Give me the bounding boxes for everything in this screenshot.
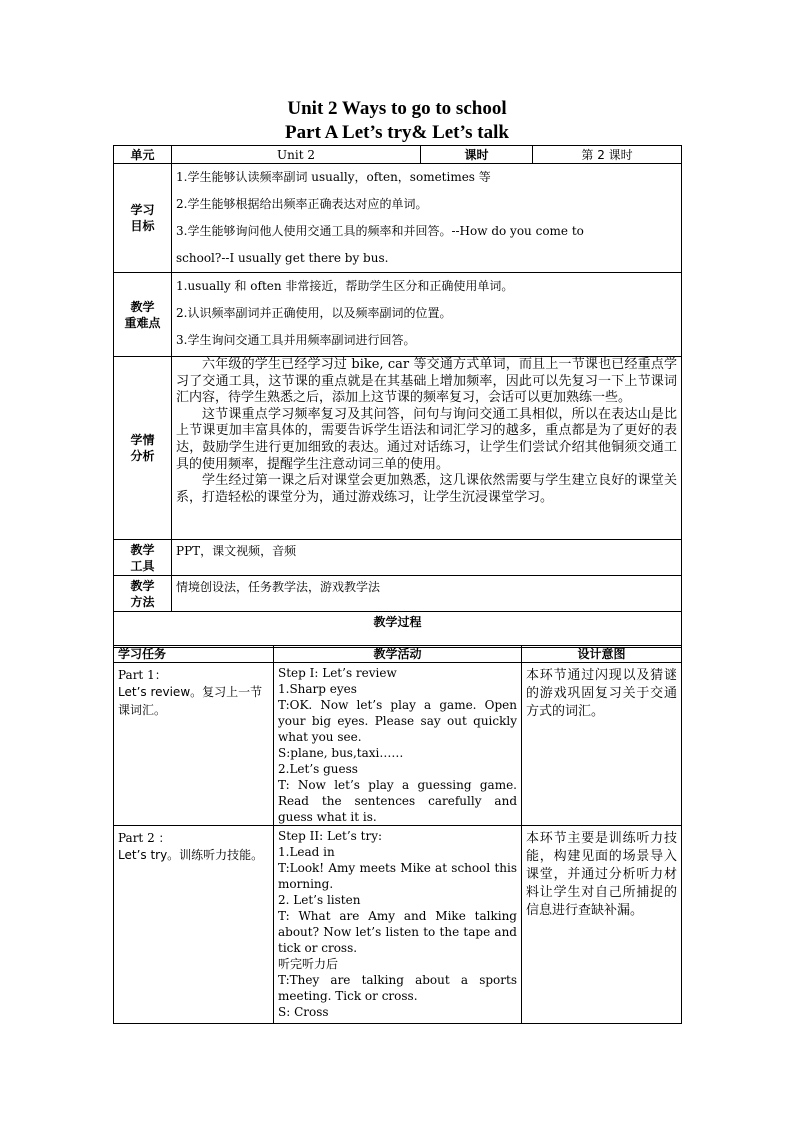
analysis-paragraph: 这节课重点学习频率复习及其问答，问句与询问交通工具相似，所以在表达山是比上节课更加丰富具体的，需要告诉学生语法和词汇学习的越多，重点都是为了更好的表达，鼓励学生进行更加细致的表达。通过对话练习，让学生们尝试介绍其他铜须交通工具的使用频率，提醒学生注意动词三单的使用。 — [176, 406, 678, 472]
methods-row — [114, 576, 682, 612]
unit-label: 单元 — [114, 146, 172, 164]
activity-line: 听完听力后 — [278, 957, 339, 971]
col-activity-header: 教学活动 — [274, 646, 522, 663]
col-task-header: 学习任务 — [114, 646, 274, 663]
process-row — [114, 826, 682, 1024]
objectives-content — [172, 164, 682, 273]
tools-label: 教学 工具 — [114, 540, 172, 576]
objectives-row — [114, 164, 682, 273]
task-desc: Let’s try。训练听力技能。 — [118, 848, 264, 862]
key-point-item: 3.学生询问交通工具并用频率副词进行回答。 — [176, 333, 416, 347]
process-title: 教学过程 — [114, 612, 682, 648]
activity-line: T: Now let’s play a guessing game. Read the sentences carefully and guess what it is. — [278, 778, 517, 824]
activity-line: S:plane, bus,taxi…… — [278, 746, 404, 760]
key-points-row — [114, 273, 682, 357]
page-title: Unit 2 Ways to go to school — [287, 98, 507, 119]
activity-cell — [274, 826, 522, 1024]
page-subtitle: Part A Let’s try& Let’s talk — [285, 122, 509, 143]
period-label: 课时 — [421, 146, 533, 164]
activity-line: T: What are Amy and Mike talking about? Now let’s listen to the tape and tick or cross. — [278, 909, 517, 955]
process-title-row — [114, 612, 682, 648]
task-desc: Let’s review。复习上一节课词汇。 — [118, 685, 263, 717]
activity-line: 2. Let’s listen — [278, 893, 361, 907]
activity-line: Step II: Let’s try: — [278, 829, 383, 843]
key-points-label: 教学 重难点 — [114, 273, 172, 357]
analysis-row — [114, 357, 682, 540]
analysis-paragraph: 六年级的学生已经学习过 bike, car 等交通方式单词，而且上一节课也已经重点学习了交通工具，这节课的重点就是在其基础上增加频率，因此可以先复习一下上节课词汇内容，待学生熟悉之后，添加上这节课的频率复习，会话可以更加熟练一些。 — [176, 357, 678, 406]
process-row — [114, 663, 682, 826]
methods-label: 教学 方法 — [114, 576, 172, 612]
objective-item: 3.学生能够询问他人使用交通工具的频率和并回答。--How do you come to — [176, 224, 584, 238]
activity-line: T:OK. Now let’s play a game. Open your big eyes. Please say out quickly what you see. — [278, 698, 517, 744]
key-points-content — [172, 273, 682, 357]
task-title: Part 1： — [118, 668, 167, 682]
activity-line: 2.Let’s guess — [278, 762, 358, 776]
activity-line: Step I: Let’s review — [278, 666, 397, 680]
key-point-item: 2.认识频率副词并正确使用，以及频率副词的位置。 — [176, 306, 452, 320]
key-point-item: 1.usually 和 often 非常接近，帮助学生区分和正确使用单词。 — [176, 279, 514, 293]
methods-value: 情境创设法，任务教学法，游戏教学法 — [172, 576, 682, 612]
activity-line: T:They are talking about a sports meeting. Tick or cross. — [278, 973, 517, 1003]
objectives-label: 学习 目标 — [114, 164, 172, 273]
task-title: Part 2 ： — [118, 831, 171, 845]
objective-item: 2.学生能够根据给出频率正确表达对应的单词。 — [176, 197, 428, 211]
activity-line: S: Cross — [278, 1005, 329, 1019]
objective-item: 1.学生能够认读频率副词 usually，often，sometimes 等 — [176, 170, 491, 184]
intent-cell: 本环节主要是训练听力技能，构建见面的场景导入课堂，并通过分析听力材料让学生对自己所捕捉的信息进行查缺补漏。 — [522, 826, 682, 1024]
activity-line: 1.Sharp eyes — [278, 682, 357, 696]
unit-value: Unit 2 — [172, 146, 421, 164]
header-row — [114, 146, 682, 164]
analysis-content — [172, 357, 682, 540]
process-table — [113, 645, 682, 1024]
tools-row — [114, 540, 682, 576]
intent-cell: 本环节通过闪现以及猜谜的游戏巩固复习关于交通方式的词汇。 — [522, 663, 682, 826]
period-value: 第 2 课时 — [533, 146, 682, 164]
col-intent-header: 设计意图 — [522, 646, 682, 663]
analysis-label: 学情 分析 — [114, 357, 172, 540]
activity-cell — [274, 663, 522, 826]
analysis-paragraph: 学生经过第一课之后对课堂会更加熟悉，这几课依然需要与学生建立良好的课堂关系，打造轻松的课堂分为，通过游戏练习，让学生沉浸课堂学习。 — [176, 473, 678, 505]
objective-item: school?--I usually get there by bus. — [176, 251, 389, 265]
process-header-row — [114, 646, 682, 663]
task-cell — [114, 663, 274, 826]
task-cell — [114, 826, 274, 1024]
lesson-plan-table — [113, 145, 682, 648]
tools-value: PPT，课文视频，音频 — [172, 540, 682, 576]
activity-line: 1.Lead in — [278, 845, 335, 859]
activity-line: T:Look! Amy meets Mike at school this morning. — [278, 861, 517, 891]
